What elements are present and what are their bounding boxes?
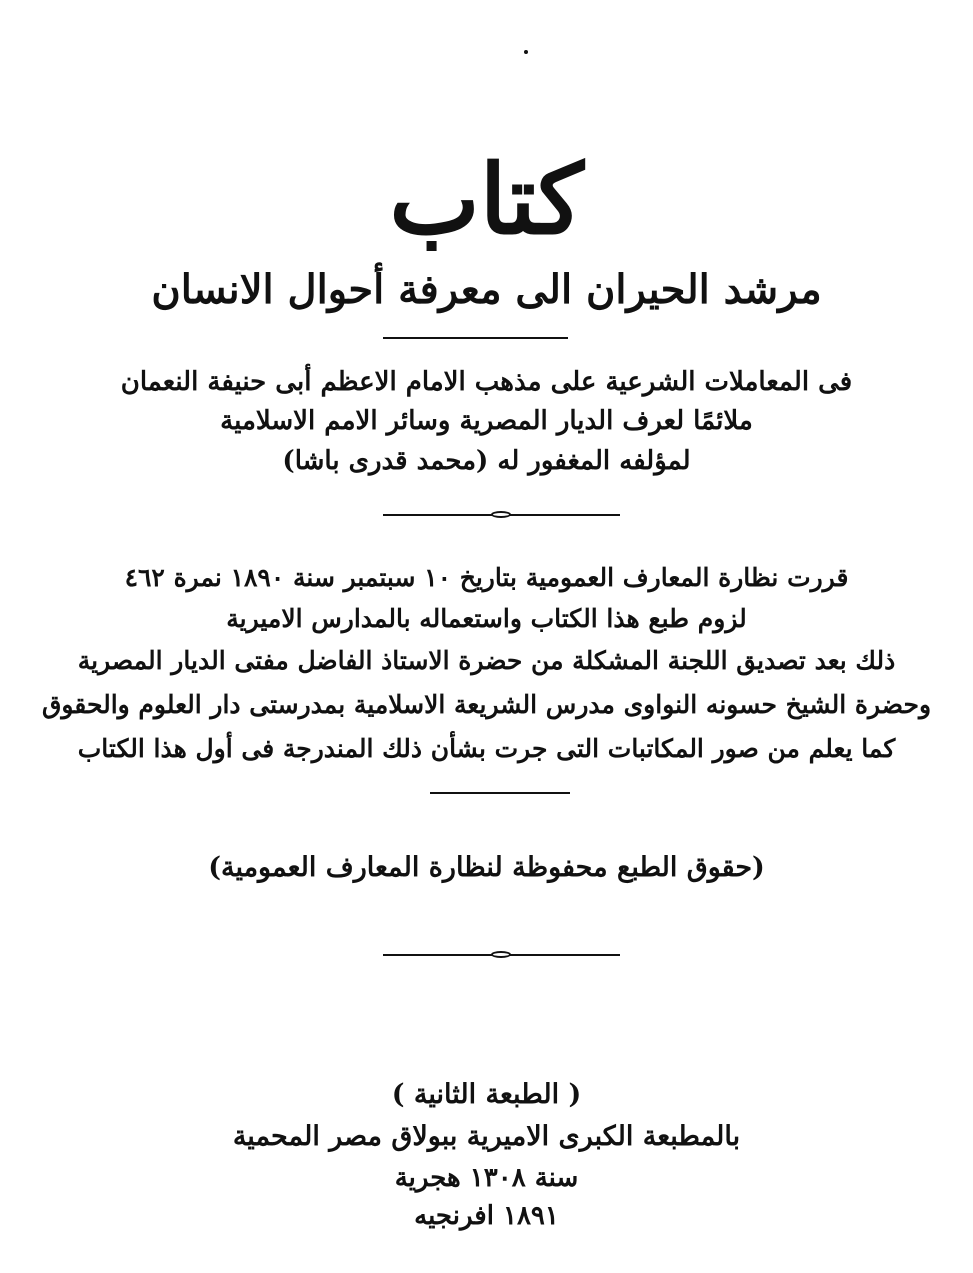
approval-line-5: كما يعلم من صور المكاتبات التى جرت بشأن ذلك المندرجة فى أول هذا الكتاب bbox=[77, 734, 896, 763]
ornament-divider-1 bbox=[383, 510, 620, 520]
edition: ( الطبعة الثانية ) bbox=[391, 1079, 582, 1110]
top-mark bbox=[524, 50, 528, 54]
ornament-knot bbox=[491, 511, 511, 518]
description-line-2: ملائمًا لعرف الديار المصرية وسائر الامم الاسلامية bbox=[220, 406, 753, 436]
approval-line-1: قررت نظارة المعارف العمومية بتاريخ ١٠ سبتمبر سنة ١٨٩٠ نمرة ٤٦٢ bbox=[124, 563, 849, 592]
book-subtitle: مرشد الحيران الى معرفة أحوال الانسان bbox=[151, 266, 822, 313]
year-gregorian: ١٨٩١ افرنجيه bbox=[414, 1201, 559, 1231]
year-hijri: سنة ١٣٠٨ هجرية bbox=[394, 1163, 579, 1193]
ornament-knot bbox=[491, 951, 511, 958]
approval-line-3: ذلك بعد تصديق اللجنة المشكلة من حضرة الاستاذ الفاضل مفتى الديار المصرية bbox=[77, 646, 896, 675]
divider-2 bbox=[430, 792, 570, 794]
approval-line-4: وحضرة الشيخ حسونه النواوى مدرس الشريعة الاسلامية بمدرستى دار العلوم والحقوق bbox=[41, 690, 932, 719]
ornament-divider-2 bbox=[383, 950, 620, 960]
copyright-notice: (حقوق الطبع محفوظة لنظارة المعارف العمومية) bbox=[208, 852, 765, 883]
description-line-1: فى المعاملات الشرعية على مذهب الامام الاعظم أبى حنيفة النعمان bbox=[120, 367, 853, 397]
divider-1 bbox=[383, 337, 568, 339]
description-line-3: لمؤلفه المغفور له (محمد قدرى باشا) bbox=[282, 446, 691, 476]
printer: بالمطبعة الكبرى الاميرية ببولاق مصر المحمية bbox=[232, 1121, 741, 1152]
book-title: كتاب bbox=[389, 143, 584, 256]
approval-line-2: لزوم طبع هذا الكتاب واستعماله بالمدارس الاميرية bbox=[226, 604, 747, 633]
